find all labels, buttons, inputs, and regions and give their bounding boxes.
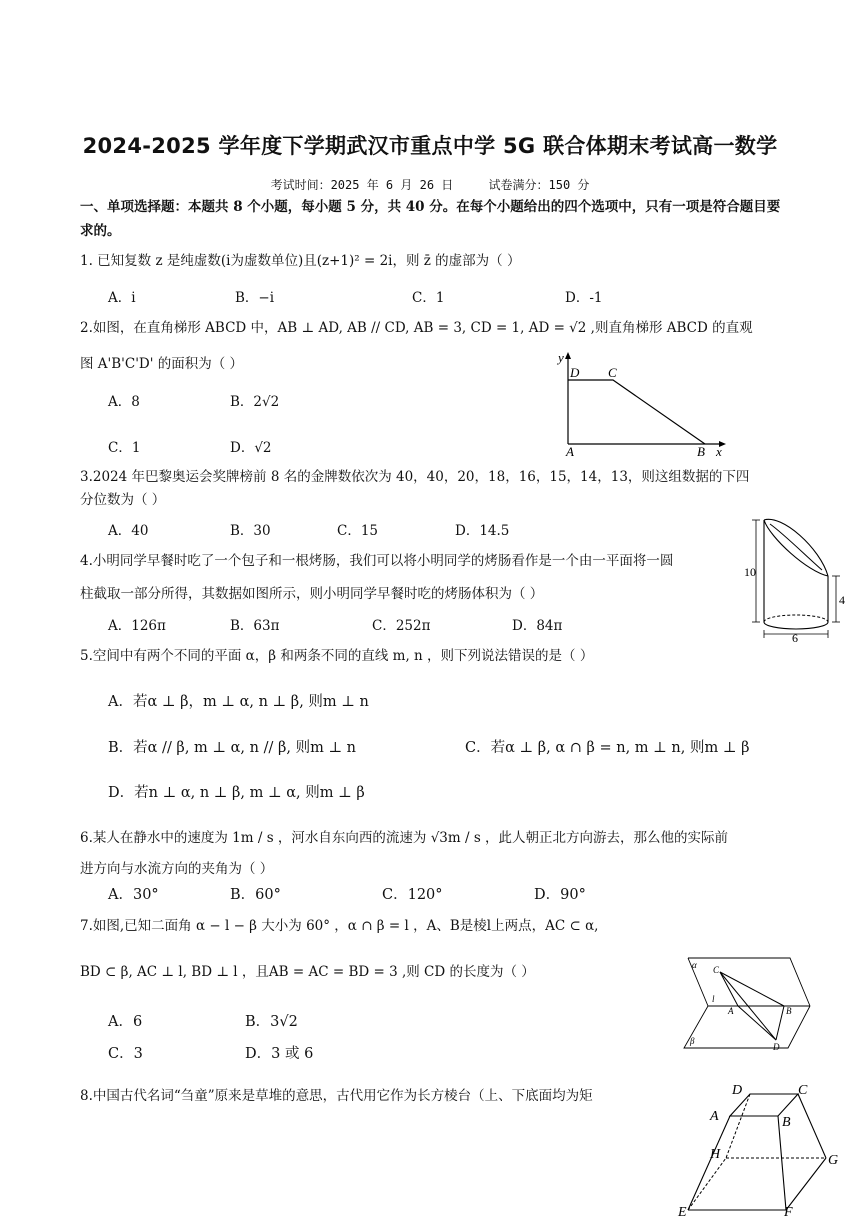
q2-fig-label-d: D bbox=[570, 365, 580, 380]
q3-option-d: D．14.5 bbox=[455, 523, 510, 539]
q6-option-b: B．60° bbox=[230, 887, 281, 903]
q8-fig-label-a: A bbox=[710, 1109, 719, 1124]
q3-stem-line1: 3.2024 年巴黎奥运会奖牌榜前 8 名的金牌数依次为 40，40，20，18，16，15，14，13，则这组数据的下四 bbox=[80, 469, 750, 485]
q2-trapezoid-figure bbox=[550, 350, 730, 460]
exam-score: 试卷满分：150 分 bbox=[488, 178, 590, 192]
q7-option-c: C．3 bbox=[108, 1046, 143, 1062]
q4-option-c: C．252π bbox=[372, 618, 431, 634]
q7-option-d: D．3 或 6 bbox=[245, 1046, 314, 1062]
q6-stem-line2: 进方向与水流方向的夹角为（ ） bbox=[80, 861, 274, 877]
q7-option-b: B．3√2 bbox=[245, 1014, 298, 1030]
q2-option-d: D．√2 bbox=[230, 440, 272, 456]
q8-fig-label-f: F bbox=[784, 1205, 793, 1216]
q3-stem-line2: 分位数为（ ） bbox=[80, 492, 166, 508]
q7-dihedral-figure bbox=[680, 950, 820, 1054]
section-heading: 一、单项选择题：本题共 8 个小题，每小题 5 分，共 40 分。在每个小题给出的四个选项中，只有一项是符合题目要求的。 bbox=[80, 199, 781, 239]
exam-time: 考试时间：2025 年 6 月 26 日 bbox=[270, 178, 454, 192]
q3-option-a: A．40 bbox=[108, 523, 149, 539]
q7-fig-label-d: D bbox=[773, 1042, 780, 1052]
q2-fig-label-c: C bbox=[608, 365, 617, 380]
q1-option-d: D．-1 bbox=[565, 290, 603, 306]
q4-fig-label-4: 4 bbox=[839, 593, 845, 607]
q7-fig-label-l: l bbox=[712, 994, 715, 1004]
q2-option-a: A．8 bbox=[108, 394, 140, 410]
q5-option-b: B．若α // β, m ⊥ α, n // β, 则m ⊥ n bbox=[108, 740, 357, 756]
exam-info bbox=[0, 176, 860, 193]
q2-fig-label-a: A bbox=[566, 444, 574, 459]
q2-fig-label-b: B bbox=[697, 444, 705, 459]
q2-fig-label-y: y bbox=[558, 350, 564, 365]
q5-option-c: C．若α ⊥ β, α ∩ β = n, m ⊥ n, 则m ⊥ β bbox=[465, 740, 750, 756]
q4-fig-label-10: 10 bbox=[744, 565, 756, 579]
q8-fig-label-d: D bbox=[732, 1083, 743, 1098]
q7-option-a: A．6 bbox=[108, 1014, 143, 1030]
q2-option-b: B．2√2 bbox=[230, 394, 280, 410]
q7-fig-label-beta: β bbox=[690, 1036, 695, 1046]
page-title: 2024-2025 学年度下学期武汉市重点中学 5G 联合体期末考试高一数学 bbox=[82, 134, 778, 158]
q2-fig-label-x: x bbox=[716, 444, 722, 459]
q2-stem-line2: 图 A'B'C'D' 的面积为（ ） bbox=[80, 356, 244, 372]
q4-fig-label-6: 6 bbox=[792, 631, 798, 644]
q8-fig-label-c: C bbox=[798, 1083, 808, 1098]
q7-fig-label-alpha: α bbox=[692, 960, 697, 970]
q2-option-c: C．1 bbox=[108, 440, 141, 456]
q5-option-d: D．若n ⊥ α, n ⊥ β, m ⊥ α, 则m ⊥ β bbox=[108, 785, 365, 801]
q7-fig-label-c: C bbox=[713, 965, 720, 975]
q1-option-b: B．−i bbox=[235, 290, 275, 306]
q8-frustum-figure bbox=[674, 1076, 844, 1216]
q8-stem: 8.中国古代名词“刍童”原来是草堆的意思，古代用它作为长方棱台（上、下底面均为矩 bbox=[80, 1088, 593, 1104]
q4-option-d: D．84π bbox=[512, 618, 563, 634]
q4-option-b: B．63π bbox=[230, 618, 280, 634]
q6-option-d: D．90° bbox=[534, 887, 586, 903]
q6-stem-line1: 6.某人在静水中的速度为 1m / s ，河水自东向西的流速为 √3m / s ，此人朝正北方向游去，那么他的实际前 bbox=[80, 830, 729, 846]
q8-fig-label-e: E bbox=[678, 1205, 687, 1216]
q6-option-c: C．120° bbox=[382, 887, 443, 903]
q4-stem-line1: 4.小明同学早餐时吃了一个包子和一根烤肠，我们可以将小明同学的烤肠看作是一个由一平面将一圆 bbox=[80, 553, 674, 569]
q8-fig-label-h: H bbox=[710, 1147, 721, 1162]
q1-stem: 1. 已知复数 z 是纯虚数(i为虚数单位)且(z+1)² = 2i，则 z̄ 的虚部为（ ） bbox=[80, 253, 521, 269]
q4-option-a: A．126π bbox=[108, 618, 166, 634]
q7-stem-line1: 7.如图,已知二面角 α − l − β 大小为 60° ，α ∩ β = l ，A、B是棱l上两点，AC ⊂ α, bbox=[80, 918, 599, 934]
q5-stem: 5.空间中有两个不同的平面 α，β 和两条不同的直线 m, n ，则下列说法错误的是（ ） bbox=[80, 648, 594, 664]
q1-option-c: C．1 bbox=[412, 290, 445, 306]
q8-fig-label-g: G bbox=[828, 1153, 839, 1168]
q5-option-a: A．若α ⊥ β，m ⊥ α, n ⊥ β, 则m ⊥ n bbox=[108, 694, 369, 710]
q7-fig-label-b: B bbox=[786, 1006, 792, 1016]
q2-stem-line1: 2.如图，在直角梯形 ABCD 中，AB ⊥ AD, AB // CD, AB = 3, CD = 1, AD = √2 ,则直角梯形 ABCD 的直观 bbox=[80, 320, 753, 336]
q8-fig-label-b: B bbox=[782, 1115, 791, 1130]
q1-option-a: A．i bbox=[108, 290, 136, 306]
q3-option-b: B．30 bbox=[230, 523, 271, 539]
q7-fig-label-a: A bbox=[728, 1006, 734, 1016]
q3-option-c: C．15 bbox=[337, 523, 379, 539]
q6-option-a: A．30° bbox=[108, 887, 159, 903]
q4-cylinder-figure bbox=[742, 512, 854, 644]
q7-stem-line2: BD ⊂ β, AC ⊥ l, BD ⊥ l ，且AB = AC = BD = 3 ,则 CD 的长度为（ ） bbox=[80, 964, 535, 980]
q4-stem-line2: 柱截取一部分所得，其数据如图所示，则小明同学早餐时吃的烤肠体积为（ ） bbox=[80, 586, 544, 602]
